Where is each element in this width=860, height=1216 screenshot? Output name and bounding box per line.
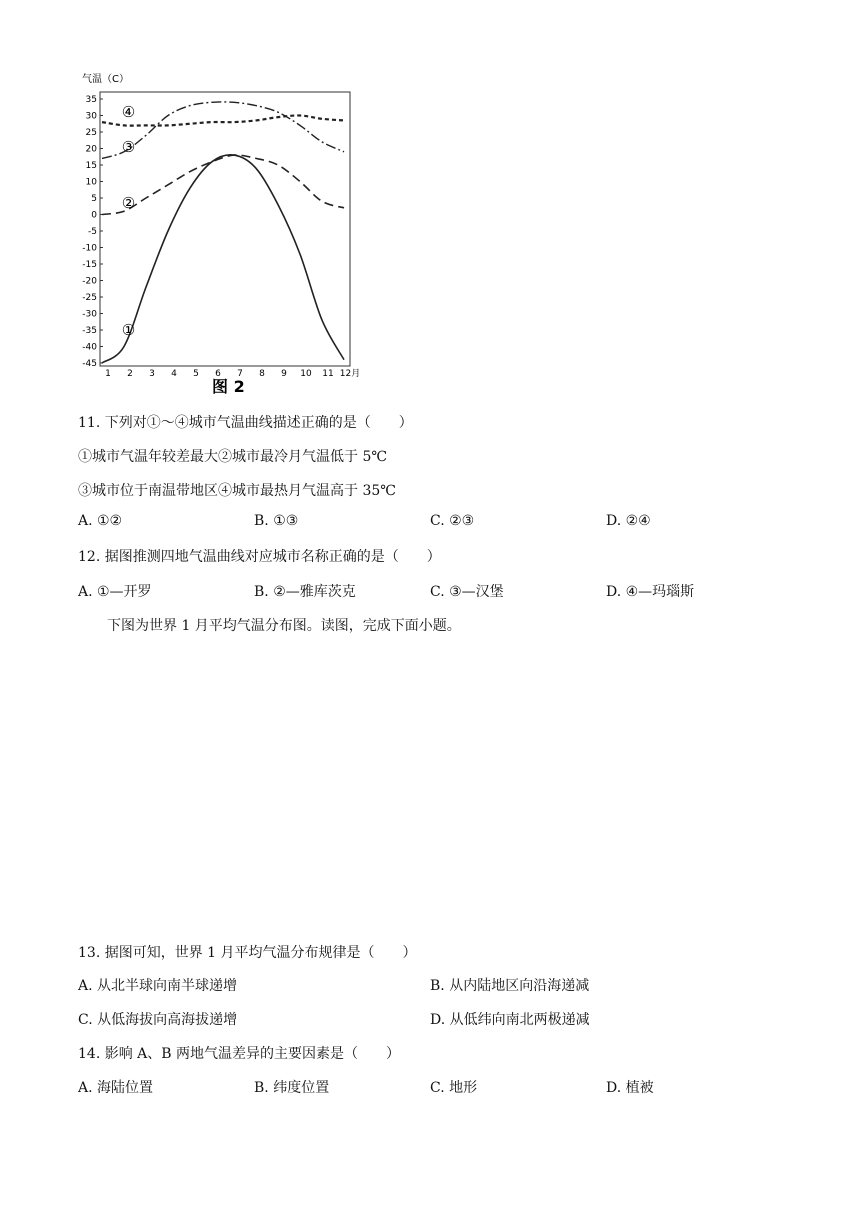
y-tick-label: 15 bbox=[85, 161, 97, 171]
q11-option-b[interactable]: B. ①③ bbox=[254, 513, 299, 529]
y-tick-label: -35 bbox=[82, 326, 97, 336]
q14-option-c[interactable]: C. 地形 bbox=[430, 1080, 478, 1096]
q13-stem: 13. 据图可知，世界 1 月平均气温分布规律是（ ） bbox=[78, 945, 417, 961]
y-tick-label: -5 bbox=[88, 227, 97, 237]
q11-option-a[interactable]: A. ①② bbox=[78, 513, 123, 529]
y-tick-label: 30 bbox=[85, 111, 97, 122]
q14-stem: 14. 影响 A、B 两地气温差异的主要因素是（ ） bbox=[78, 1046, 401, 1062]
y-axis-unit-label: 气温（C） bbox=[82, 74, 129, 85]
curve-2 bbox=[102, 155, 344, 214]
q14-option-b[interactable]: B. 纬度位置 bbox=[254, 1080, 330, 1096]
y-tick-label: 35 bbox=[85, 95, 97, 105]
x-tick-label: 11 bbox=[322, 369, 334, 379]
temperature-chart bbox=[78, 70, 363, 400]
y-tick-label: 25 bbox=[85, 128, 97, 138]
x-tick-label: 12月 bbox=[339, 369, 361, 379]
curve-label: ① bbox=[121, 321, 136, 339]
x-tick-label: 5 bbox=[193, 369, 199, 379]
y-tick-label: 0 bbox=[91, 210, 97, 221]
y-tick-label: 10 bbox=[85, 177, 97, 188]
x-tick-label: 9 bbox=[281, 369, 287, 379]
curve-label: ④ bbox=[121, 103, 136, 122]
x-tick-label: 10 bbox=[300, 369, 312, 379]
x-tick-label: 6 bbox=[215, 369, 221, 379]
q11-option-d[interactable]: D. ②④ bbox=[606, 513, 651, 529]
curve-3 bbox=[102, 102, 344, 159]
curve-label: ③ bbox=[121, 137, 136, 156]
x-tick-label: 1 bbox=[105, 369, 111, 379]
x-tick-label: 2 bbox=[127, 369, 133, 379]
y-tick-label: 5 bbox=[91, 194, 97, 204]
curve-label: ② bbox=[121, 193, 136, 212]
q12-option-a[interactable]: A. ①—开罗 bbox=[78, 584, 152, 600]
q14-option-d[interactable]: D. 植被 bbox=[606, 1080, 654, 1096]
y-tick-label: -10 bbox=[82, 243, 97, 254]
q12-option-c[interactable]: C. ③—汉堡 bbox=[430, 584, 504, 600]
q14-option-a[interactable]: A. 海陆位置 bbox=[78, 1080, 154, 1096]
x-tick-label: 4 bbox=[171, 369, 177, 379]
x-tick-label: 7 bbox=[237, 369, 243, 379]
q11-statement-1: ①城市气温年较差最大②城市最冷月气温低于 5℃ bbox=[78, 449, 388, 465]
x-tick-label: 3 bbox=[149, 369, 155, 379]
q13-option-b[interactable]: B. 从内陆地区向沿海递减 bbox=[430, 978, 590, 994]
curve-1 bbox=[102, 155, 344, 363]
q11-statement-2: ③城市位于南温带地区④城市最热月气温高于 35℃ bbox=[78, 483, 396, 499]
plot-frame bbox=[100, 92, 350, 366]
figure-caption: 图 2 bbox=[212, 377, 245, 396]
curve-4 bbox=[102, 115, 344, 125]
q11-option-c[interactable]: C. ②③ bbox=[430, 513, 475, 529]
y-tick-label: -20 bbox=[82, 276, 97, 287]
y-tick-label: 20 bbox=[85, 144, 97, 155]
y-tick-label: -45 bbox=[82, 359, 97, 369]
y-tick-label: -25 bbox=[82, 293, 97, 303]
y-tick-label: -15 bbox=[82, 260, 97, 270]
y-tick-label: -40 bbox=[82, 342, 97, 353]
q12-stem: 12. 据图推测四地气温曲线对应城市名称正确的是（ ） bbox=[78, 549, 441, 565]
q13-option-c[interactable]: C. 从低海拔向高海拔递增 bbox=[78, 1012, 238, 1028]
q11-stem: 11. 下列对①～④城市气温曲线描述正确的是（ ） bbox=[78, 415, 413, 431]
section-intro: 下图为世界 1 月平均气温分布图。读图，完成下面小题。 bbox=[107, 618, 461, 634]
temperature-chart-figure bbox=[78, 70, 363, 400]
y-tick-label: -30 bbox=[82, 309, 97, 320]
x-tick-label: 8 bbox=[259, 369, 265, 379]
q13-option-d[interactable]: D. 从低纬向南北两极递减 bbox=[430, 1012, 590, 1028]
q13-option-a[interactable]: A. 从北半球向南半球递增 bbox=[78, 978, 238, 994]
q12-option-b[interactable]: B. ②—雅库茨克 bbox=[254, 584, 356, 600]
q12-option-d[interactable]: D. ④—玛瑙斯 bbox=[606, 584, 695, 600]
